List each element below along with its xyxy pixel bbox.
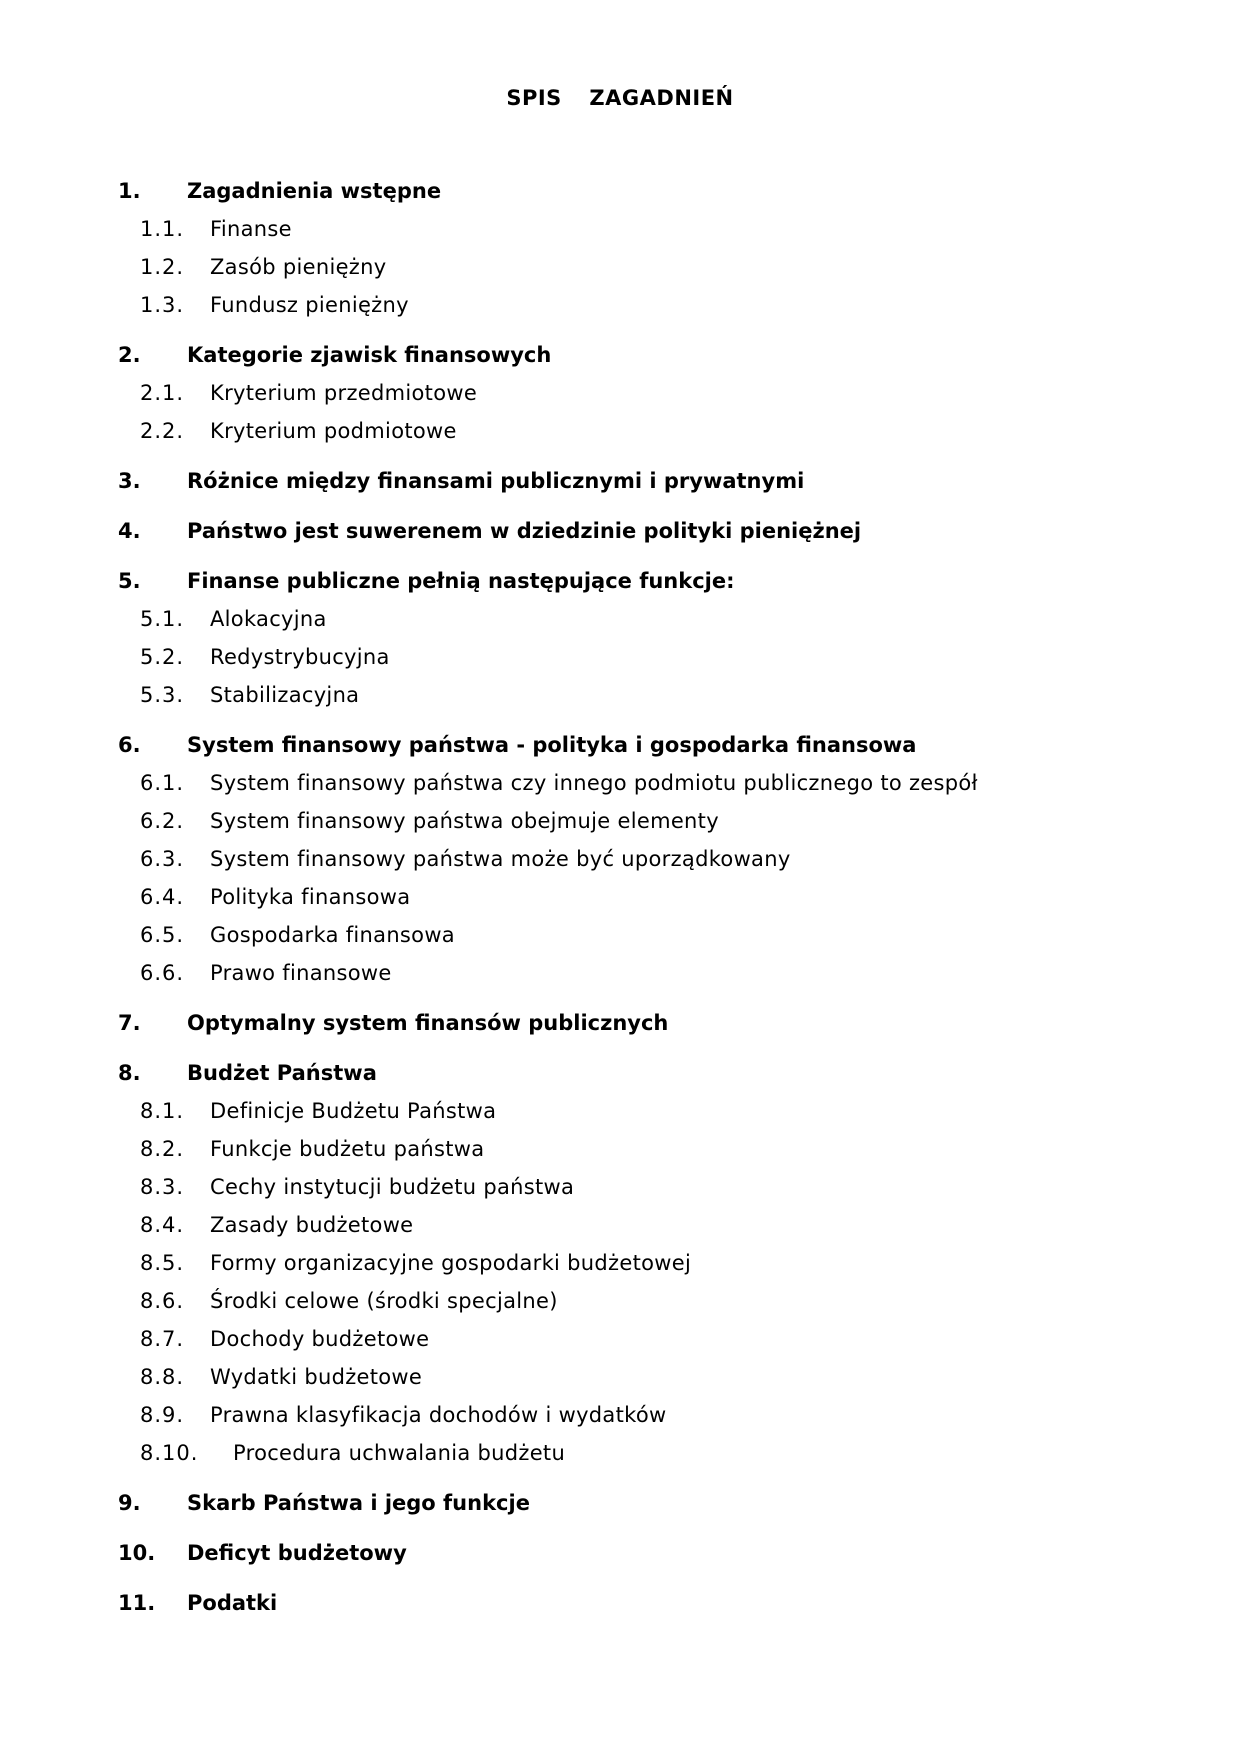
toc-item-label: Prawna klasyfikacja dochodów i wydatków bbox=[210, 1403, 667, 1427]
toc-section-number: 9. bbox=[118, 1491, 141, 1515]
toc-item-number: 8.5. bbox=[140, 1251, 185, 1275]
toc-item-number: 6.5. bbox=[140, 923, 185, 947]
toc-item-label: Polityka finansowa bbox=[210, 885, 411, 909]
toc-item-number: 2.1. bbox=[140, 381, 185, 405]
toc-item bbox=[0, 1099, 1240, 1129]
toc-item-number: 8.6. bbox=[140, 1289, 185, 1313]
toc-item-number: 6.2. bbox=[140, 809, 185, 833]
toc-section-label: Optymalny system finansów publicznych bbox=[187, 1011, 669, 1035]
toc-section bbox=[0, 1491, 1240, 1521]
toc-item-label: Stabilizacyjna bbox=[210, 683, 360, 707]
toc-item-number: 2.2. bbox=[140, 419, 185, 443]
toc-section bbox=[0, 1591, 1240, 1621]
toc-section bbox=[0, 1061, 1240, 1091]
toc-item-number: 1.1. bbox=[140, 217, 185, 241]
toc-item-number: 6.3. bbox=[140, 847, 185, 871]
toc-section-label: Zagadnienia wstępne bbox=[187, 179, 442, 203]
toc-section bbox=[0, 179, 1240, 209]
toc-section-label: Budżet Państwa bbox=[187, 1061, 377, 1085]
toc-item-number: 8.10. bbox=[140, 1441, 199, 1465]
toc-section-label: Podatki bbox=[187, 1591, 278, 1615]
toc-item bbox=[0, 381, 1240, 411]
toc-section-number: 7. bbox=[118, 1011, 141, 1035]
toc-item bbox=[0, 809, 1240, 839]
toc-item bbox=[0, 771, 1240, 801]
toc-item bbox=[0, 1403, 1240, 1433]
toc-section bbox=[0, 343, 1240, 373]
toc-item-number: 8.4. bbox=[140, 1213, 185, 1237]
toc-item-label: Alokacyjna bbox=[210, 607, 327, 631]
toc-item bbox=[0, 1289, 1240, 1319]
toc-item-label: Finanse bbox=[210, 217, 292, 241]
toc-item bbox=[0, 1441, 1240, 1471]
toc-section bbox=[0, 569, 1240, 599]
toc-section-number: 2. bbox=[118, 343, 141, 367]
toc-section-number: 4. bbox=[118, 519, 141, 543]
toc-section-number: 11. bbox=[118, 1591, 156, 1615]
toc-section bbox=[0, 1541, 1240, 1571]
toc-section-number: 8. bbox=[118, 1061, 141, 1085]
toc-item-label: System finansowy państwa obejmuje elementy bbox=[210, 809, 719, 833]
toc-section-number: 3. bbox=[118, 469, 141, 493]
toc-item-number: 8.7. bbox=[140, 1327, 185, 1351]
toc-section-label: Różnice między finansami publicznymi i prywatnymi bbox=[187, 469, 805, 493]
toc-item-label: System finansowy państwa może być uporządkowany bbox=[210, 847, 791, 871]
toc-item-label: Wydatki budżetowe bbox=[210, 1365, 423, 1389]
toc-item-label: System finansowy państwa czy innego podmiotu publicznego to zespół bbox=[210, 771, 978, 795]
toc-item bbox=[0, 293, 1240, 323]
toc-item-label: Prawo finansowe bbox=[210, 961, 392, 985]
toc-item-number: 1.2. bbox=[140, 255, 185, 279]
toc-item bbox=[0, 1137, 1240, 1167]
toc-item-label: Zasady budżetowe bbox=[210, 1213, 414, 1237]
toc-section bbox=[0, 733, 1240, 763]
toc-item bbox=[0, 645, 1240, 675]
toc-item-label: Środki celowe (środki specjalne) bbox=[210, 1289, 558, 1313]
toc-item-label: Kryterium przedmiotowe bbox=[210, 381, 478, 405]
toc-item bbox=[0, 923, 1240, 953]
toc-section-label: Państwo jest suwerenem w dziedzinie polityki pieniężnej bbox=[187, 519, 862, 543]
toc-item-label: Procedura uchwalania budżetu bbox=[233, 1441, 566, 1465]
toc-item-number: 8.2. bbox=[140, 1137, 185, 1161]
toc-item-number: 5.3. bbox=[140, 683, 185, 707]
toc-item-label: Gospodarka finansowa bbox=[210, 923, 455, 947]
toc-section-label: Finanse publiczne pełnią następujące funkcje: bbox=[187, 569, 735, 593]
toc-section-number: 6. bbox=[118, 733, 141, 757]
toc-item bbox=[0, 1327, 1240, 1357]
toc-item-number: 8.3. bbox=[140, 1175, 185, 1199]
toc-item-label: Redystrybucyjna bbox=[210, 645, 390, 669]
toc-item bbox=[0, 683, 1240, 713]
toc-item-label: Funkcje budżetu państwa bbox=[210, 1137, 485, 1161]
toc-section-number: 5. bbox=[118, 569, 141, 593]
toc-item bbox=[0, 1251, 1240, 1281]
toc-section bbox=[0, 469, 1240, 499]
toc-item-label: Dochody budżetowe bbox=[210, 1327, 430, 1351]
toc-section-number: 1. bbox=[118, 179, 141, 203]
toc-item bbox=[0, 847, 1240, 877]
toc-item-label: Cechy instytucji budżetu państwa bbox=[210, 1175, 575, 1199]
toc-item bbox=[0, 255, 1240, 285]
toc-section-label: Kategorie zjawisk finansowych bbox=[187, 343, 552, 367]
toc-item bbox=[0, 1365, 1240, 1395]
toc-item bbox=[0, 1175, 1240, 1205]
toc-item-number: 8.8. bbox=[140, 1365, 185, 1389]
toc-item bbox=[0, 419, 1240, 449]
toc-section-label: Skarb Państwa i jego funkcje bbox=[187, 1491, 530, 1515]
toc-item bbox=[0, 885, 1240, 915]
toc-item-number: 5.2. bbox=[140, 645, 185, 669]
toc-item-label: Definicje Budżetu Państwa bbox=[210, 1099, 497, 1123]
toc-item bbox=[0, 961, 1240, 991]
toc-section-number: 10. bbox=[118, 1541, 156, 1565]
toc-item bbox=[0, 607, 1240, 637]
toc-item bbox=[0, 1213, 1240, 1243]
toc-section bbox=[0, 519, 1240, 549]
toc-item-number: 6.1. bbox=[140, 771, 185, 795]
toc-item-number: 1.3. bbox=[140, 293, 185, 317]
toc-section bbox=[0, 1011, 1240, 1041]
toc-item-number: 5.1. bbox=[140, 607, 185, 631]
toc-item-number: 8.9. bbox=[140, 1403, 185, 1427]
toc-item-label: Formy organizacyjne gospodarki budżetowej bbox=[210, 1251, 692, 1275]
document-title: SPIS ZAGADNIEŃ bbox=[506, 86, 734, 110]
toc-item-label: Zasób pieniężny bbox=[210, 255, 387, 279]
toc-item-label: Kryterium podmiotowe bbox=[210, 419, 457, 443]
toc-item bbox=[0, 217, 1240, 247]
toc-item-label: Fundusz pieniężny bbox=[210, 293, 409, 317]
toc-item-number: 6.4. bbox=[140, 885, 185, 909]
toc-item-number: 8.1. bbox=[140, 1099, 185, 1123]
toc-item-number: 6.6. bbox=[140, 961, 185, 985]
toc-section-label: Deficyt budżetowy bbox=[187, 1541, 407, 1565]
toc-section-label: System finansowy państwa - polityka i gospodarka finansowa bbox=[187, 733, 917, 757]
